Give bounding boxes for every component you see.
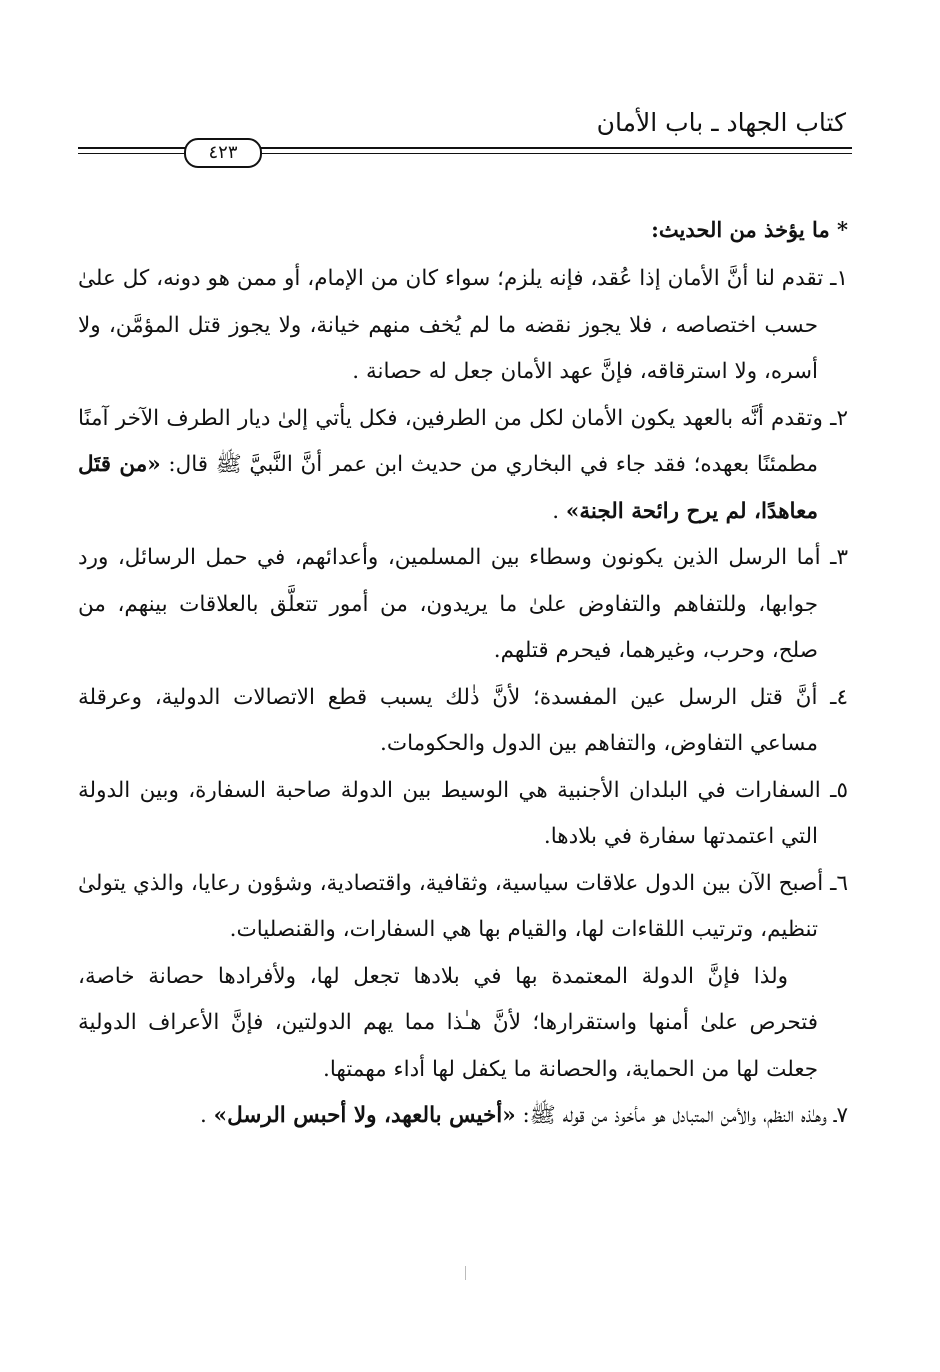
item-text: . bbox=[199, 1103, 214, 1128]
hadith-quote: «من قتَل معاهدًا، لم يرح رائحة الجنة» bbox=[78, 452, 818, 524]
page-body bbox=[78, 210, 848, 1140]
header-rule-right bbox=[256, 147, 852, 149]
page-number-badge: ٤٢٣ bbox=[184, 138, 262, 168]
running-title: كتاب الجهاد ـ باب الأمان bbox=[596, 108, 846, 137]
item-text: ٤ـ أنَّ قتل الرسل عين المفسدة؛ لأنَّ ذٰلك يسبب قطع الاتصالات الدولية، وعرقلة مساعي التفاوض، والتفاهم بين الدول والحكومات. bbox=[78, 684, 848, 756]
item-text: . bbox=[552, 498, 566, 524]
section-heading: * ما يؤخذ من الحديث: bbox=[651, 217, 848, 242]
header-rule-left-thin bbox=[78, 153, 186, 154]
item-text: ٦ـ أصبح الآن بين الدول علاقات سياسية، وثقافية، واقتصادية، وشؤون رعايا، والذي يتولىٰ تنظيم، وترتيب اللقاءات لها، والقيام بها هي السفارات، والقنصليات. bbox=[78, 870, 848, 942]
item-text: ١ـ تقدم لنا أنَّ الأمان إذا عُقد، فإنه يلزم؛ سواء كان من الإمام، أو ممن هو دونه، كل علىٰ حسب اختصاصه ، فلا يجوز نقضه ما لم يُخف منهم خيانة، ولا يجوز قتل المؤمَّن، ولا أسره، ولا استرقاقه، فإنَّ عهد الأمان جعل له حصانة . bbox=[78, 266, 848, 384]
header-rule-right-thin bbox=[256, 153, 852, 154]
item-text: ٢ـ وتقدم أنَّه بالعهد يكون الأمان لكل من الطرفين، فكل يأتي إلىٰ ديار الطرف الآخر آمنًا مطمئنًا بعهده؛ فقد جاء في البخاري من حديث ابن عمر أنَّ النَّبيَّ ﷺ قال: bbox=[78, 405, 848, 477]
list-item bbox=[78, 396, 848, 536]
list-item bbox=[78, 535, 848, 675]
header-rule-left bbox=[78, 147, 186, 149]
item-text: ٧ـ وهـٰذه النظم، والأمن المتبادل هو مأخوذ من قوله ﷺ: bbox=[515, 1103, 848, 1128]
body-paragraph: ولذا فإنَّ الدولة المعتمدة بها في بلادها تجعل لها، ولأفرادها حصانة خاصة، فتحرص علىٰ أمنها واستقرارها؛ لأنَّ هـٰذا مما يهم الدولتين، فإنَّ الأعراف الدولية جعلت لها من الحماية، والحصانة ما يكفل لها أداء مهمتها. bbox=[78, 963, 818, 1082]
list-item bbox=[78, 256, 848, 396]
list-item bbox=[78, 768, 848, 861]
list-item bbox=[78, 675, 848, 768]
footer-mark bbox=[465, 1266, 466, 1280]
hadith-quote: «أخيس بالعهد، ولا أحبس الرسل» bbox=[213, 1103, 516, 1128]
numbered-list bbox=[78, 256, 848, 954]
list-item bbox=[78, 861, 848, 954]
item-text: ٥ـ السفارات في البلدان الأجنبية هي الوسيط بين الدولة صاحبة السفارة، وبين الدولة التي اعتمدتها سفارة في بلادها. bbox=[78, 777, 848, 849]
item-text: ٣ـ أما الرسل الذين يكونون وسطاء بين المسلمين، وأعدائهم، في حمل الرسائل، ورد جوابها، وللتفاهم والتفاوض علىٰ ما يريدون، من أمور تتعلَّق بالعلاقات بينهم، من صلح، وحرب، وغيرهما، فيحرم قتلهم. bbox=[78, 545, 848, 663]
list-item-last bbox=[78, 1093, 848, 1140]
